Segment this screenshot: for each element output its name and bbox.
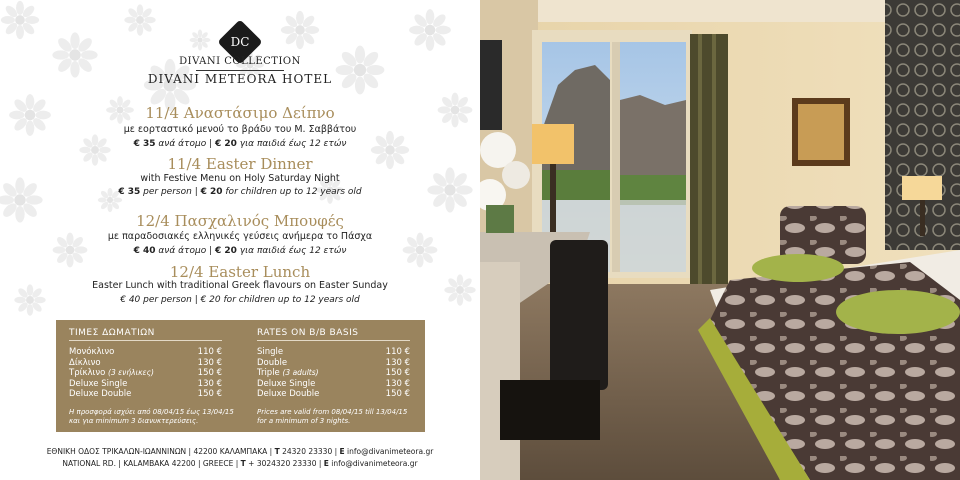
event-desc: με παραδοσιακές ελληνικές γεύσεις ανήμερα το Πάσχα bbox=[107, 231, 373, 242]
rates-note-gr: Η προσφορά ισχύει από 08/04/15 έως 13/04/15 και για minimum 3 διανυκτερεύσεις. bbox=[69, 408, 234, 425]
event-price: € 40 per person | € 20 for children up to 12 years old bbox=[120, 295, 360, 305]
rate-label: Single bbox=[257, 347, 284, 357]
rates-panel bbox=[56, 320, 425, 432]
rate-value: 150 € bbox=[197, 389, 222, 399]
rates-divider-gr bbox=[69, 340, 222, 341]
logo-collection-text: DIVANI COLLECTION bbox=[179, 56, 301, 67]
divani-logo-icon: DC bbox=[217, 19, 262, 64]
rate-row bbox=[257, 368, 410, 378]
rate-label: Double bbox=[257, 357, 288, 368]
event-desc: with Festive Menu on Holy Saturday Night bbox=[140, 173, 340, 184]
rate-value: 110 € bbox=[197, 347, 222, 357]
rate-label: Triple (3 adults) bbox=[257, 368, 319, 378]
footer-address-gr: ΕΘΝΙΚΗ ΟΔΟΣ ΤΡΙΚΑΛΩΝ-ΙΩΑΝΝΙΝΩΝ | 42200 ΚΑΛΑΜΠΑΚΑ | T 24320 23330 | E info@divanimeteora.gr bbox=[46, 447, 434, 456]
footer-address-en: NATIONAL RD. | KALAMBAKA 42200 | GREECE | T + 3024320 23330 | E info@divanimeteora.gr bbox=[62, 459, 418, 468]
event-title: 12/4 Easter Lunch bbox=[169, 263, 311, 281]
event-title: 11/4 Easter Dinner bbox=[167, 155, 313, 173]
rate-row bbox=[69, 379, 222, 389]
rate-row bbox=[257, 379, 410, 389]
event-desc: Easter Lunch with traditional Greek flavours on Easter Sunday bbox=[92, 280, 388, 291]
rate-row bbox=[69, 358, 222, 368]
rate-value: 130 € bbox=[197, 357, 222, 368]
rates-note-en: Prices are valid from 08/04/15 till 13/04/15 for a minimum of 3 nights. bbox=[257, 408, 408, 425]
rate-value: 150 € bbox=[197, 368, 222, 378]
logo-hotel-name: DIVANI METEORA HOTEL bbox=[147, 72, 333, 86]
event-price: € 35 ανά άτομο | € 20 για παιδιά έως 12 ετών bbox=[133, 139, 347, 149]
rate-value: 130 € bbox=[385, 378, 410, 389]
rate-row bbox=[69, 347, 222, 357]
rate-label: Deluxe Double bbox=[257, 389, 320, 399]
rate-label: Deluxe Double bbox=[69, 389, 132, 399]
rate-value: 150 € bbox=[385, 389, 410, 399]
rates-divider-en bbox=[257, 340, 410, 341]
room-illustration bbox=[480, 0, 960, 480]
event-price: € 40 ανά άτομο | € 20 για παιδιά έως 12 ετών bbox=[133, 246, 347, 256]
rate-value: 130 € bbox=[385, 357, 410, 368]
rate-label: Deluxe Single bbox=[257, 378, 316, 389]
logo-divider bbox=[196, 70, 284, 71]
event-title: 12/4 Πασχαλινός Μπουφές bbox=[136, 212, 344, 230]
rate-value: 110 € bbox=[385, 347, 410, 357]
rate-label: Deluxe Single bbox=[69, 378, 128, 389]
event-title: 11/4 Αναστάσιμο Δείπνο bbox=[145, 104, 335, 122]
rate-label: Δίκλινο bbox=[69, 357, 101, 368]
rate-row bbox=[257, 347, 410, 357]
rate-row bbox=[69, 389, 222, 399]
rates-heading-gr: ΤΙΜΕΣ ΔΩΜΑΤΙΩΝ bbox=[69, 328, 155, 338]
rate-row bbox=[257, 389, 410, 399]
rate-label: Μονόκλινο bbox=[69, 347, 115, 357]
rate-row bbox=[69, 368, 222, 378]
rate-label: Τρίκλινο (3 ενήλικες) bbox=[69, 368, 154, 378]
rate-row bbox=[257, 358, 410, 368]
rates-heading-en: RATES ON B/B BASIS bbox=[257, 328, 359, 338]
hotel-room-photo bbox=[480, 0, 960, 480]
rate-value: 150 € bbox=[385, 368, 410, 378]
rate-value: 130 € bbox=[197, 378, 222, 389]
event-desc: με εορταστικό μενού το βράδυ του Μ. Σαββάτου bbox=[123, 124, 357, 135]
event-price: € 35 per person | € 20 for children up to 12 years old bbox=[118, 187, 362, 197]
